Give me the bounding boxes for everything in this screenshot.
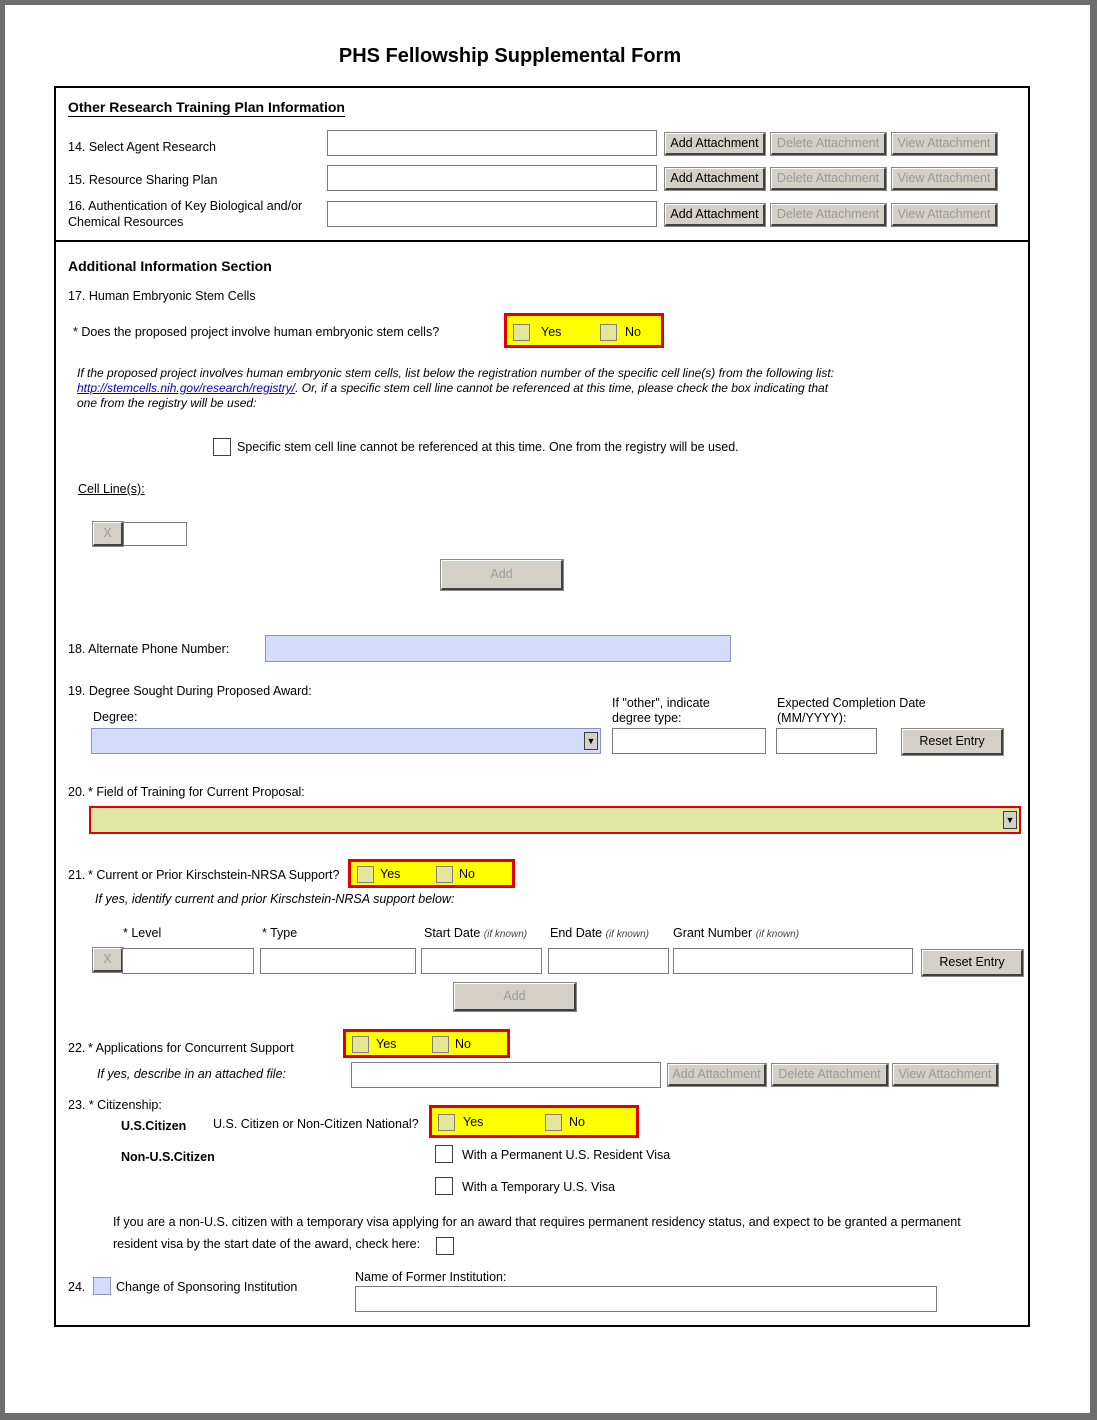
former-institution-label: Name of Former Institution: bbox=[355, 1270, 507, 1284]
other-degree-label: If "other", indicate bbox=[612, 696, 710, 710]
add-attachment-button[interactable]: Add Attachment bbox=[665, 133, 765, 155]
yes-label: Yes bbox=[541, 325, 562, 339]
us-citizen-label: U.S.Citizen bbox=[121, 1119, 187, 1133]
view-attachment-button[interactable]: View Attachment bbox=[892, 204, 997, 226]
type-input[interactable] bbox=[260, 948, 416, 974]
delete-attachment-button[interactable]: Delete Attachment bbox=[771, 204, 886, 226]
degree-label: Degree: bbox=[93, 710, 138, 724]
start-date-input[interactable] bbox=[421, 948, 542, 974]
completion-date-label: (MM/YYYY): bbox=[777, 711, 847, 725]
row-label: 16. Authentication of Key Biological and/or bbox=[68, 199, 303, 213]
q21-yes-no-group bbox=[348, 859, 515, 888]
q23-no-checkbox[interactable] bbox=[545, 1114, 562, 1131]
q22-number: 22. bbox=[68, 1041, 86, 1055]
delete-attachment-button[interactable]: Delete Attachment bbox=[771, 133, 886, 155]
section-heading: Additional Information Section bbox=[68, 258, 272, 274]
no-label: No bbox=[569, 1115, 585, 1129]
row-label: 14. Select Agent Research bbox=[68, 140, 217, 154]
reset-entry-button[interactable]: Reset Entry bbox=[902, 729, 1003, 755]
q20-number: 20. bbox=[68, 785, 86, 799]
q23-label: 23. * Citizenship: bbox=[68, 1098, 162, 1112]
if-known-note: (if known) bbox=[483, 929, 528, 940]
q20-label: * Field of Training for Current Proposal: bbox=[88, 785, 305, 799]
permanent-residency-checkbox[interactable] bbox=[436, 1237, 454, 1255]
q22-yes-checkbox[interactable] bbox=[352, 1036, 369, 1053]
former-institution-input[interactable] bbox=[355, 1286, 937, 1312]
reset-entry-button[interactable]: Reset Entry bbox=[922, 950, 1023, 976]
other-degree-input[interactable] bbox=[612, 728, 766, 754]
q17-label: 17. Human Embryonic Stem Cells bbox=[68, 289, 256, 303]
registry-checkbox-label: Specific stem cell line cannot be referenced at this time. One from the registry will be used. bbox=[237, 440, 739, 454]
q22-no-checkbox[interactable] bbox=[432, 1036, 449, 1053]
remove-support-button[interactable]: X bbox=[93, 948, 123, 972]
start-date-label: Start Date bbox=[424, 926, 481, 940]
temporary-visa-checkbox[interactable] bbox=[435, 1177, 453, 1195]
field-of-training-select[interactable] bbox=[89, 806, 1021, 834]
cell-lines-label: Cell Line(s): bbox=[78, 482, 145, 496]
concurrent-support-file[interactable] bbox=[351, 1062, 661, 1088]
row-label: Chemical Resources bbox=[68, 215, 184, 229]
q21-no-checkbox[interactable] bbox=[436, 866, 453, 883]
change-institution-label: Change of Sponsoring Institution bbox=[116, 1280, 298, 1294]
q23-yes-no-group bbox=[429, 1105, 639, 1138]
q17-no-checkbox[interactable] bbox=[600, 324, 617, 341]
completion-date-input[interactable] bbox=[776, 728, 877, 754]
chevron-down-icon[interactable]: ▼ bbox=[584, 732, 598, 750]
temporary-visa-label: With a Temporary U.S. Visa bbox=[462, 1180, 616, 1194]
q17-info: one from the registry will be used: bbox=[77, 396, 257, 410]
add-attachment-button[interactable]: Add Attachment bbox=[665, 168, 765, 190]
degree-select[interactable] bbox=[91, 728, 601, 754]
select-agent-file[interactable] bbox=[327, 130, 657, 156]
end-date-input[interactable] bbox=[548, 948, 669, 974]
q22-info: If yes, describe in an attached file: bbox=[97, 1067, 286, 1081]
q19-label: 19. Degree Sought During Proposed Award: bbox=[68, 684, 312, 698]
q22-label: * Applications for Concurrent Support bbox=[88, 1041, 294, 1055]
grant-number-input[interactable] bbox=[673, 948, 913, 974]
form-title: PHS Fellowship Supplemental Form bbox=[338, 45, 682, 67]
us-citizen-question: U.S. Citizen or Non-Citizen National? bbox=[213, 1117, 419, 1131]
chevron-down-icon[interactable]: ▼ bbox=[1003, 811, 1017, 829]
q17-question: * Does the proposed project involve human embryonic stem cells? bbox=[73, 325, 440, 339]
q21-yes-checkbox[interactable] bbox=[357, 866, 374, 883]
q17-yes-checkbox[interactable] bbox=[513, 324, 530, 341]
cell-line-input[interactable] bbox=[123, 522, 187, 546]
if-known-note: (if known) bbox=[605, 929, 649, 940]
registry-link[interactable]: http://stemcells.nih.gov/research/registry/ bbox=[77, 381, 296, 395]
permanent-visa-label: With a Permanent U.S. Resident Visa bbox=[462, 1148, 671, 1162]
other-degree-label: degree type: bbox=[612, 711, 682, 725]
view-attachment-button[interactable]: View Attachment bbox=[892, 168, 997, 190]
type-label: * Type bbox=[262, 926, 298, 940]
no-label: No bbox=[625, 325, 641, 339]
add-attachment-button[interactable]: Add Attachment bbox=[668, 1064, 766, 1086]
level-input[interactable] bbox=[122, 948, 254, 974]
resource-sharing-file[interactable] bbox=[327, 165, 657, 191]
if-known-note: (if known) bbox=[755, 929, 800, 940]
q17-yes-no-group bbox=[504, 313, 664, 348]
q17-info: . Or, if a specific stem cell line cannot be referenced at this time, please check the box indicating that bbox=[295, 381, 829, 395]
completion-date-label: Expected Completion Date bbox=[777, 696, 926, 710]
delete-attachment-button[interactable]: Delete Attachment bbox=[772, 1064, 888, 1086]
section-divider bbox=[54, 240, 1030, 242]
no-label: No bbox=[459, 867, 475, 881]
q18-label: 18. Alternate Phone Number: bbox=[68, 642, 230, 656]
q21-number: 21. bbox=[68, 868, 86, 882]
permanent-visa-checkbox[interactable] bbox=[435, 1145, 453, 1163]
row-label: 15. Resource Sharing Plan bbox=[68, 173, 218, 187]
section-heading: Other Research Training Plan Information bbox=[68, 99, 345, 115]
yes-label: Yes bbox=[463, 1115, 484, 1129]
q24-number: 24. bbox=[68, 1280, 86, 1294]
registry-checkbox[interactable] bbox=[213, 438, 231, 456]
end-date-label: End Date bbox=[550, 926, 603, 940]
yes-label: Yes bbox=[380, 867, 401, 881]
add-support-button[interactable]: Add bbox=[454, 983, 576, 1011]
q21-info: If yes, identify current and prior Kirschstein-NRSA support below: bbox=[95, 892, 455, 906]
grant-number-label: Grant Number bbox=[673, 926, 753, 940]
permanent-residency-note: resident visa by the start date of the award, check here: bbox=[113, 1237, 421, 1251]
change-institution-checkbox[interactable] bbox=[93, 1277, 111, 1295]
add-attachment-button[interactable]: Add Attachment bbox=[665, 204, 765, 226]
authentication-file[interactable] bbox=[327, 201, 657, 227]
level-label: * Level bbox=[123, 926, 162, 940]
add-cell-line-button[interactable]: Add bbox=[441, 560, 563, 590]
permanent-residency-note: If you are a non-U.S. citizen with a temporary visa applying for an award that requires permanent residency status, and expect to be granted a permanent bbox=[113, 1215, 961, 1229]
view-attachment-button[interactable]: View Attachment bbox=[893, 1064, 998, 1086]
no-label: No bbox=[455, 1037, 471, 1051]
alternate-phone-input[interactable] bbox=[265, 635, 731, 662]
q17-info: If the proposed project involves human embryonic stem cells, list below the registration number of the specific cell line(s) from the following list: bbox=[77, 366, 835, 380]
delete-attachment-button[interactable]: Delete Attachment bbox=[771, 168, 886, 190]
non-us-citizen-label: Non-U.S.Citizen bbox=[121, 1150, 215, 1164]
remove-cell-line-button[interactable]: X bbox=[93, 522, 123, 546]
view-attachment-button[interactable]: View Attachment bbox=[892, 133, 997, 155]
q23-yes-checkbox[interactable] bbox=[438, 1114, 455, 1131]
yes-label: Yes bbox=[376, 1037, 397, 1051]
q22-yes-no-group bbox=[343, 1029, 510, 1058]
q21-label: * Current or Prior Kirschstein-NRSA Support? bbox=[88, 868, 340, 882]
